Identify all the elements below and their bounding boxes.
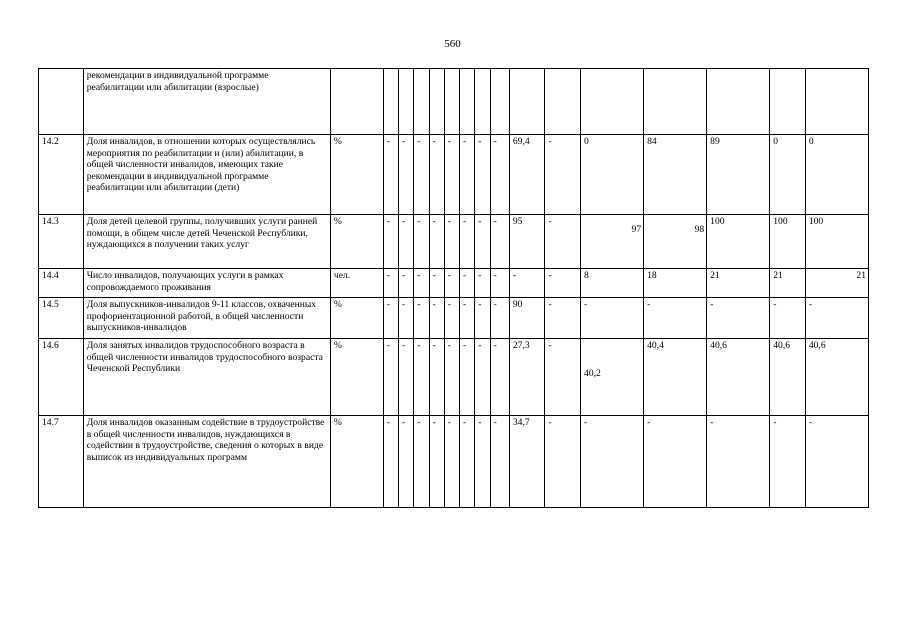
row-number: 14.4 (39, 269, 84, 298)
table-row (39, 416, 869, 508)
dash-cell: - (414, 269, 429, 298)
dash-cell: - (490, 298, 509, 339)
dash-cell: - (414, 416, 429, 508)
value-cell: 100 (805, 215, 868, 269)
value-cell (581, 215, 644, 269)
dash-cell: - (475, 215, 490, 269)
indicator-name: Доля выпускников-инвалидов 9-11 классов, охваченных профориентационной работой, в общей численности выпускников-инвалидов (83, 298, 330, 339)
dash-cell (383, 69, 398, 135)
value-cell: 21 (805, 269, 868, 298)
dash-cell: - (429, 269, 444, 298)
value-cell (805, 69, 868, 135)
value-cell (509, 69, 545, 135)
dash-cell: - (429, 215, 444, 269)
value-cell (581, 339, 644, 416)
dash-cell: - (475, 416, 490, 508)
unit-cell: % (330, 416, 383, 508)
dash-cell: - (475, 269, 490, 298)
dash-cell: - (414, 135, 429, 215)
indicators-table (38, 68, 869, 508)
dash-cell: - (460, 416, 475, 508)
dash-cell: - (399, 135, 414, 215)
value-cell: - (805, 416, 868, 508)
value-cell: - (805, 298, 868, 339)
dash-cell: - (414, 298, 429, 339)
dash-cell: - (383, 215, 398, 269)
value-cell: 18 (644, 269, 707, 298)
table-row (39, 135, 869, 215)
value-cell: - (770, 298, 806, 339)
value-cell: 8 (581, 269, 644, 298)
value-text: 40,2 (584, 368, 601, 379)
dash-cell (475, 69, 490, 135)
value-cell: - (509, 269, 545, 298)
table-row (39, 215, 869, 269)
unit-cell: % (330, 339, 383, 416)
indicator-name: Доля инвалидов, в отношении которых осуществлялись мероприятия по реабилитации и (или) абилитации, в общей численности инвалидов, имеющих такие рекомендации в индивидуальной программе реабилитации или абилитации (дети) (83, 135, 330, 215)
dash-cell: - (444, 269, 459, 298)
value-cell (644, 69, 707, 135)
dash-cell: - (414, 339, 429, 416)
dash-cell (429, 69, 444, 135)
dash-cell: - (444, 298, 459, 339)
dash-cell: - (444, 416, 459, 508)
indicator-name: рекомендации в индивидуальной программе реабилитации или абилитации (взрослые) (83, 69, 330, 135)
unit-cell: чел. (330, 269, 383, 298)
dash-cell: - (383, 339, 398, 416)
dash-cell: - (490, 416, 509, 508)
dash-cell: - (414, 215, 429, 269)
value-cell: - (545, 416, 581, 508)
value-cell: - (545, 135, 581, 215)
dash-cell (414, 69, 429, 135)
dash-cell: - (383, 298, 398, 339)
row-number: 14.5 (39, 298, 84, 339)
value-cell: 69,4 (509, 135, 545, 215)
dash-cell (444, 69, 459, 135)
dash-cell: - (460, 339, 475, 416)
value-cell: 40,6 (770, 339, 806, 416)
value-cell: 0 (805, 135, 868, 215)
page-number: 560 (444, 38, 461, 50)
value-cell (770, 69, 806, 135)
row-number: 14.2 (39, 135, 84, 215)
value-cell: - (707, 416, 770, 508)
value-cell (707, 69, 770, 135)
dash-cell: - (460, 269, 475, 298)
row-number: 14.6 (39, 339, 84, 416)
dash-cell: - (399, 416, 414, 508)
value-cell (644, 215, 707, 269)
value-cell: - (545, 269, 581, 298)
dash-cell: - (475, 298, 490, 339)
value-cell: - (545, 298, 581, 339)
dash-cell: - (490, 339, 509, 416)
dash-cell: - (429, 416, 444, 508)
value-cell: - (545, 215, 581, 269)
value-cell: - (707, 298, 770, 339)
value-cell: 40,4 (644, 339, 707, 416)
table-row (39, 269, 869, 298)
value-cell: - (581, 298, 644, 339)
dash-cell: - (490, 269, 509, 298)
indicator-name: Доля инвалидов оказанным содействие в трудоустройстве в общей численности инвалидов, нуждающихся в содействии в трудоустройстве, сведения о которых в виде выписок из индивидуальных программ (83, 416, 330, 508)
dash-cell: - (399, 215, 414, 269)
dash-cell: - (429, 298, 444, 339)
dash-cell: - (460, 135, 475, 215)
row-number: 14.3 (39, 215, 84, 269)
unit-cell: % (330, 135, 383, 215)
value-cell: 84 (644, 135, 707, 215)
value-cell: 34,7 (509, 416, 545, 508)
dash-cell: - (475, 135, 490, 215)
value-cell: 100 (770, 215, 806, 269)
row-number: 14.7 (39, 416, 84, 508)
indicator-name: Доля занятых инвалидов трудоспособного возраста в общей численности инвалидов трудоспособного возраста Чеченской Республики (83, 339, 330, 416)
dash-cell: - (429, 339, 444, 416)
unit-cell (330, 69, 383, 135)
value-text: 97 (631, 224, 642, 235)
dash-cell: - (490, 215, 509, 269)
dash-cell (490, 69, 509, 135)
unit-cell: % (330, 298, 383, 339)
value-cell (581, 69, 644, 135)
dash-cell: - (475, 339, 490, 416)
value-cell: 95 (509, 215, 545, 269)
dash-cell: - (399, 339, 414, 416)
value-cell: 0 (770, 135, 806, 215)
dash-cell: - (490, 135, 509, 215)
value-cell: 21 (770, 269, 806, 298)
indicator-name: Число инвалидов, получающих услуги в рамках сопровождаемого проживания (83, 269, 330, 298)
value-cell: - (644, 298, 707, 339)
value-cell: 40,6 (707, 339, 770, 416)
row-number (39, 69, 84, 135)
dash-cell: - (460, 298, 475, 339)
dash-cell: - (429, 135, 444, 215)
value-cell: 89 (707, 135, 770, 215)
unit-cell: % (330, 215, 383, 269)
value-cell: - (581, 416, 644, 508)
indicator-name: Доля детей целевой группы, получивших услуги ранней помощи, в общем числе детей Чеченской Республики, нуждающихся в получении таких услуг (83, 215, 330, 269)
value-cell: 21 (707, 269, 770, 298)
value-cell: - (770, 416, 806, 508)
table-row (39, 69, 869, 135)
dash-cell: - (399, 269, 414, 298)
dash-cell: - (383, 135, 398, 215)
value-text: 98 (694, 224, 705, 235)
dash-cell: - (444, 339, 459, 416)
value-cell (545, 69, 581, 135)
dash-cell (460, 69, 475, 135)
dash-cell: - (460, 215, 475, 269)
value-cell: - (644, 416, 707, 508)
value-cell: 100 (707, 215, 770, 269)
value-cell: 40,6 (805, 339, 868, 416)
table-row (39, 298, 869, 339)
value-cell: 0 (581, 135, 644, 215)
value-cell: - (545, 339, 581, 416)
dash-cell (399, 69, 414, 135)
dash-cell: - (383, 269, 398, 298)
table-row (39, 339, 869, 416)
value-cell: 27,3 (509, 339, 545, 416)
dash-cell: - (444, 215, 459, 269)
value-cell: 90 (509, 298, 545, 339)
dash-cell: - (444, 135, 459, 215)
dash-cell: - (383, 416, 398, 508)
dash-cell: - (399, 298, 414, 339)
